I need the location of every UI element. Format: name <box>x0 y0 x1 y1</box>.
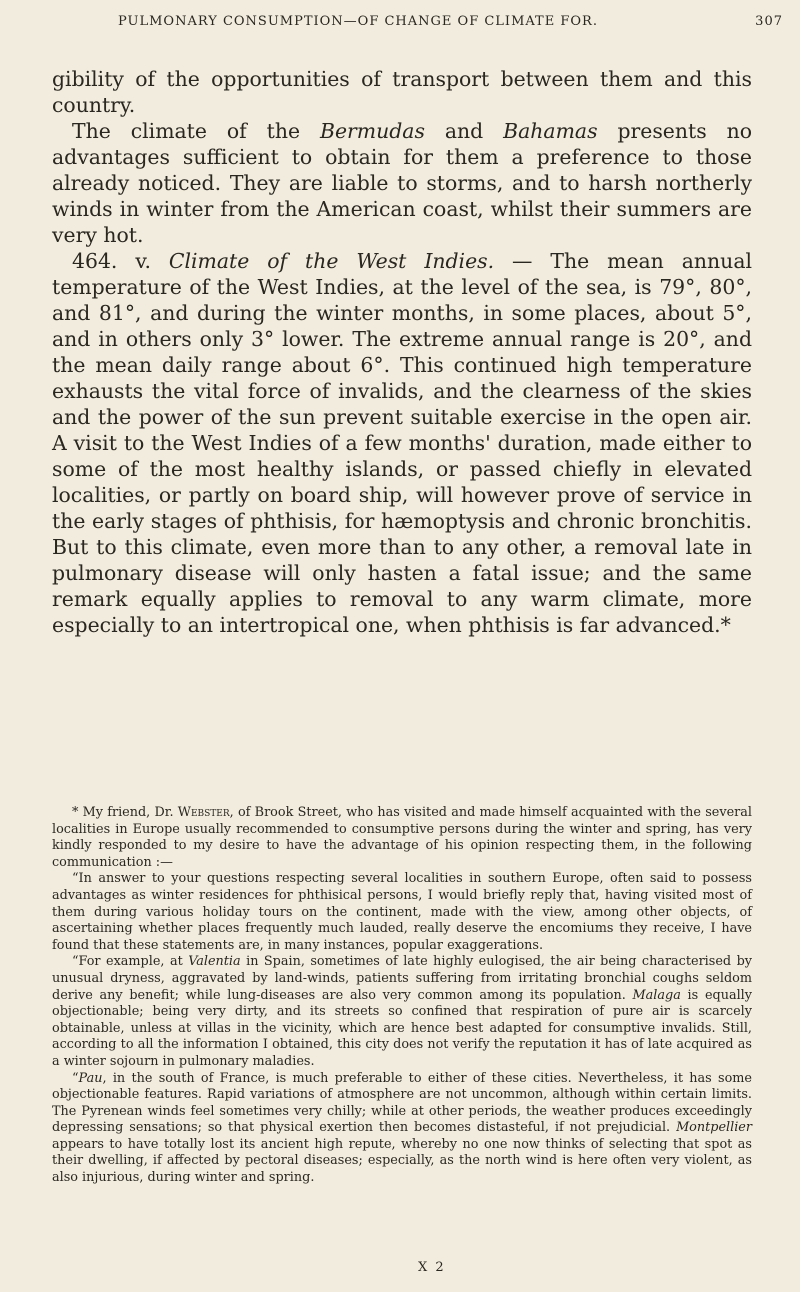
paragraph-bermudas: The climate of the Bermudas and Bahamas presents no advantages sufficient to obtain for them a preference to those already noticed. They are liable to storms, and to harsh northerly winds in winter from the American coast, whilst their summers are very hot. <box>52 119 752 247</box>
footnote-paragraph: “In answer to your questions respecting several localities in southern Europe, often said to possess advantages as winter residences for phthisical persons, I would briefly reply that, having visited most of them during various holiday tours on the continent, made with the view, among other objects, of ascertaining whether places frequently much lauded, really deserve the encomiums they receive, I have found that these statements are, in many instances, popular exaggerations. <box>52 871 752 953</box>
footnote-intro: * My friend, Dr. Webster, of Brook Street, who has visited and made himself acquainted with the several localities in Europe usually recommended to consumptive persons during the winter and spring, has very kindly responded to my desire to have the advantage of his opinion respecting them, in the following communication :— <box>52 805 752 870</box>
paragraph-continuation: gibility of the opportunities of transport between them and this country. <box>52 67 752 117</box>
footnote <box>52 805 752 1187</box>
place-bermudas: Bermudas <box>319 119 425 143</box>
footnote-author: Webster <box>177 805 230 820</box>
place-montpellier: Montpellier <box>676 1120 752 1136</box>
signature-mark: X 2 <box>418 1260 446 1275</box>
section-heading: Climate of the West Indies. <box>168 249 495 273</box>
paragraph-west-indies: 464. v. Climate of the West Indies. — The mean annual temperature of the West Indies, at the level of the sea, is 79°, 80°, and 81°, and during the winter months, in some places, about 5°, and in others only 3° lower. The extreme annual range is 20°, and the mean daily range about 6°. This continued high temperature exhausts the vital force of invalids, and the clearness of the skies and the power of the sun prevent suitable exercise in the open air. A visit to the West Indies of a few months' duration, made either to some of the most healthy islands, or passed chiefly in elevated localities, or partly on board ship, will however prove of service in the early stages of phthisis, for hæmoptysis and chronic bronchitis. But to this climate, even more than to any other, a removal late in pulmonary disease will only hasten a fatal issue; and the same remark equally applies to removal to any warm climate, more especially to an intertropical one, when phthisis is far advanced.* <box>52 249 752 637</box>
footnote-paragraph: “Pau, in the south of France, is much preferable to either of these cities. Nevertheless, it has some objectionable features. Rapid variations of atmosphere are not uncommon, although within certain limits. The Pyrenean winds feel sometimes very chilly; while at other periods, the weather produces exceedingly depressing sensations; so that physical exertion then becomes distasteful, if not prejudicial. Montpellier appears to have totally lost its ancient high repute, whereby no one now thinks of selecting that spot as their dwelling, if affected by pectoral diseases; especially, as the north wind is here often very violent, as also injurious, during winter and spring. <box>52 1070 752 1186</box>
place-valentia: Valentia <box>188 954 241 970</box>
running-title: PULMONARY CONSUMPTION—OF CHANGE OF CLIMATE FOR. <box>118 14 598 29</box>
running-header <box>118 14 783 29</box>
place-malaga: Malaga <box>632 987 681 1003</box>
place-pau: Pau <box>78 1070 103 1086</box>
footnote-paragraph: “For example, at Valentia in Spain, sometimes of late highly eulogised, the air being characterised by unusual dryness, aggravated by land-winds, patients suffering from irritating bronchial coughs seldom derive any benefit; while lung-diseases are also very common among its population. Malaga is equally objectionable; being very dirty, and its streets so confined that respiration of pure air is scarcely obtainable, unless at villas in the vicinity, which are hence best adapted for consumptive invalids. Still, according to all the information I obtained, this city does not verify the reputation it has of late acquired as a winter sojourn in pulmonary maladies. <box>52 954 752 1069</box>
section-number: 464. v. <box>72 249 169 273</box>
place-bahamas: Bahamas <box>503 119 598 143</box>
page-number: 307 <box>755 14 783 29</box>
main-text <box>52 66 752 638</box>
